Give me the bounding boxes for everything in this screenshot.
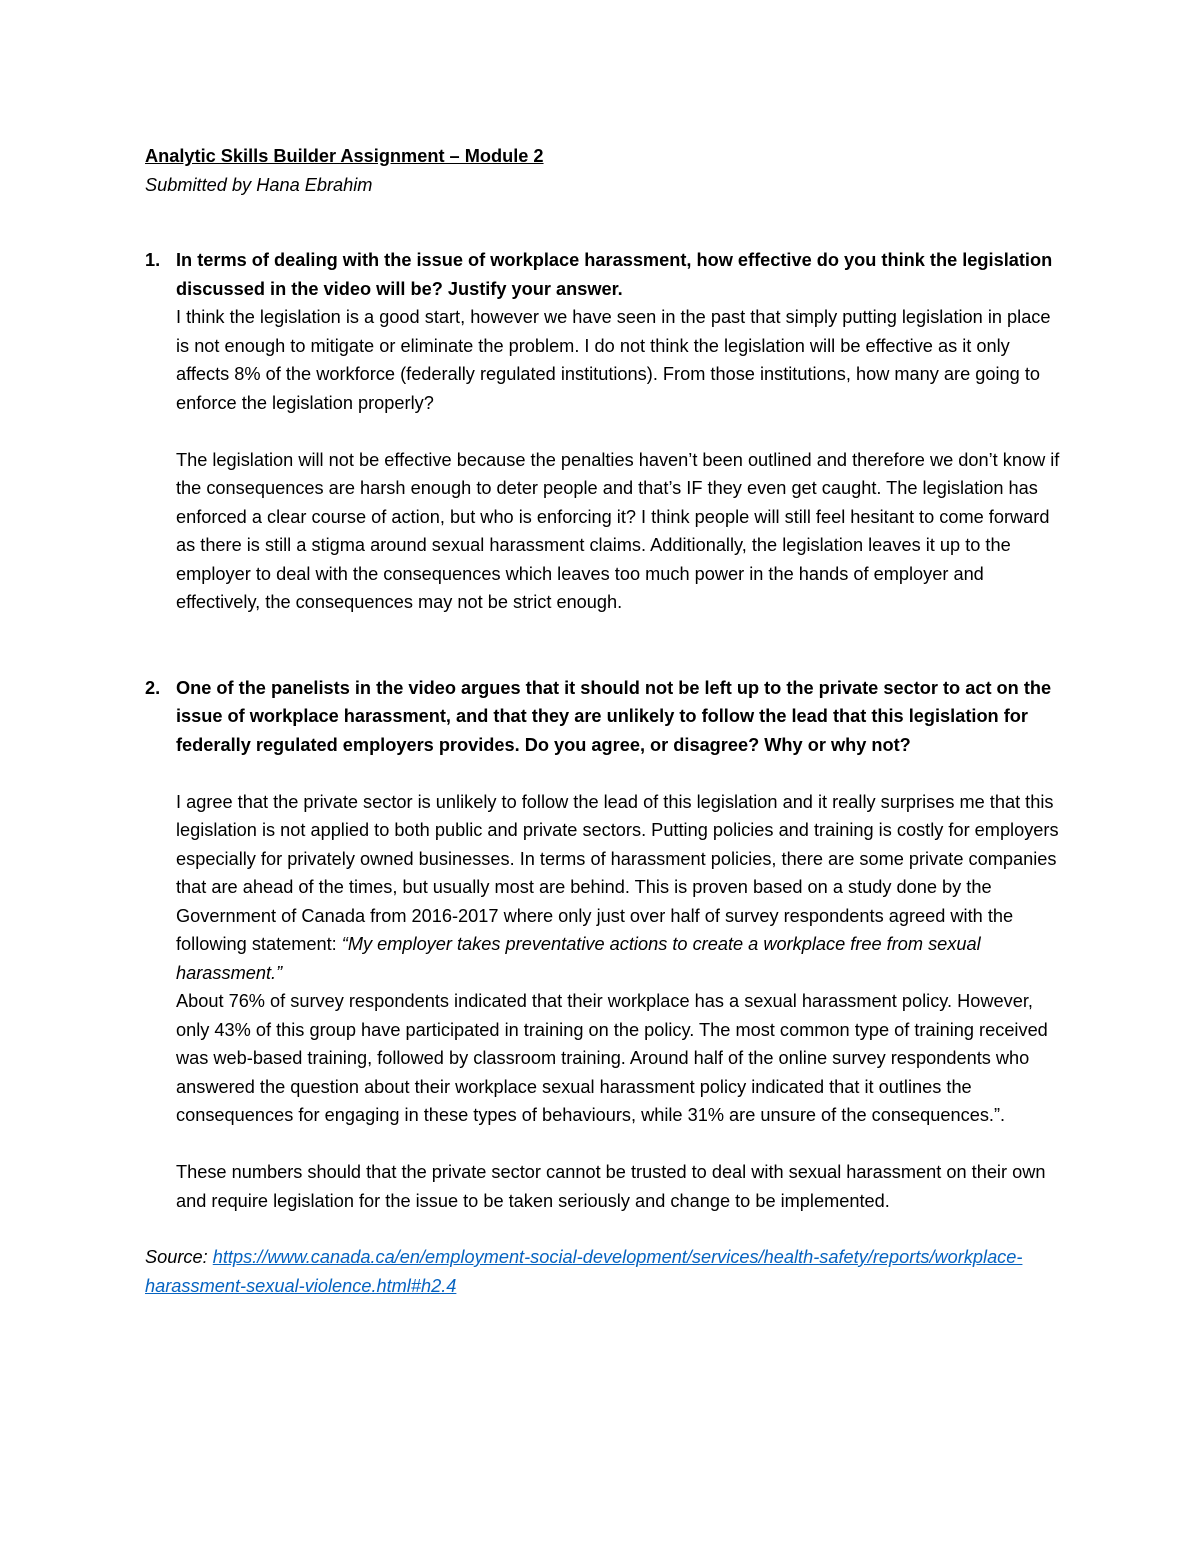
source-label: Source: [145, 1247, 213, 1267]
answer-paragraph: About 76% of survey respondents indicated that their workplace has a sexual harassment policy. However, only 43% of this group have participated in training on the policy. The most common type of training received was web-based training, followed by classroom training. Around half of the online survey respondents who answered the question about their workplace sexual harassment policy indicated that it outlines the consequences for engaging in these types of behaviours, while 31% are unsure of the consequences.”. [176, 991, 1048, 1125]
source-citation [145, 1243, 1060, 1300]
document-page [145, 142, 1060, 1318]
source-link[interactable]: https://www.canada.ca/en/employment-social-development/services/health-safety/reports/workplace-harassment-sexual-violence.html#h2.4 [145, 1247, 1023, 1296]
survey-quote: “My employer takes preventative actions to create a workplace free from sexual harassment.” [176, 934, 981, 983]
question-text: One of the panelists in the video argues that it should not be left up to the private sector to act on the issue of workplace harassment, and that they are unlikely to follow the lead that this legislation for federally regulated employers provides. Do you agree, or disagree? Why or why not? [176, 677, 1052, 755]
question-2 [145, 674, 1060, 1216]
answer-paragraph [176, 788, 1060, 988]
document-title: Analytic Skills Builder Assignment – Module 2 [145, 146, 544, 166]
answer-text: I agree that the private sector is unlikely to follow the lead of this legislation and it really surprises me that this legislation is not applied to both public and private sectors. Putting policies and training is costly for employers especially for privately owned businesses. In terms of harassment policies, there are some private companies that are ahead of the times, but usually most are behind. This is proven based on a study done by the Government of Canada from 2016-2017 where only just over half of survey respondents agreed with the following statement: [176, 791, 1059, 954]
question-number: 2. [145, 677, 161, 698]
question-1 [145, 246, 1060, 617]
answer-paragraph: I think the legislation is a good start, however we have seen in the past that simply putting legislation in place is not enough to mitigate or eliminate the problem. I do not think the legislation will be effective as it only affects 8% of the workforce (federally regulated institutions). From those institutions, how many are going to enforce the legislation properly? [176, 307, 1051, 413]
document-subtitle: Submitted by Hana Ebrahim [145, 174, 373, 195]
answer-paragraph: The legislation will not be effective because the penalties haven’t been outlined and therefore we don’t know if the consequences are harsh enough to deter people and that’s IF they even get caught. The legislation has enforced a clear course of action, but who is enforcing it? I think people will still feel hesitant to come forward as there is still a stigma around sexual harassment claims. Additionally, the legislation leaves it up to the employer to deal with the consequences which leaves too much power in the hands of employer and effectively, the consequences may not be strict enough. [176, 449, 1060, 612]
question-number: 1. [145, 250, 161, 270]
question-text: In terms of dealing with the issue of workplace harassment, how effective do you think the legislation discussed in the video will be? Justify your answer. [176, 250, 1053, 299]
answer-paragraph: These numbers should that the private sector cannot be trusted to deal with sexual harassment on their own and require legislation for the issue to be taken seriously and change to be implemented. [176, 1162, 1046, 1211]
